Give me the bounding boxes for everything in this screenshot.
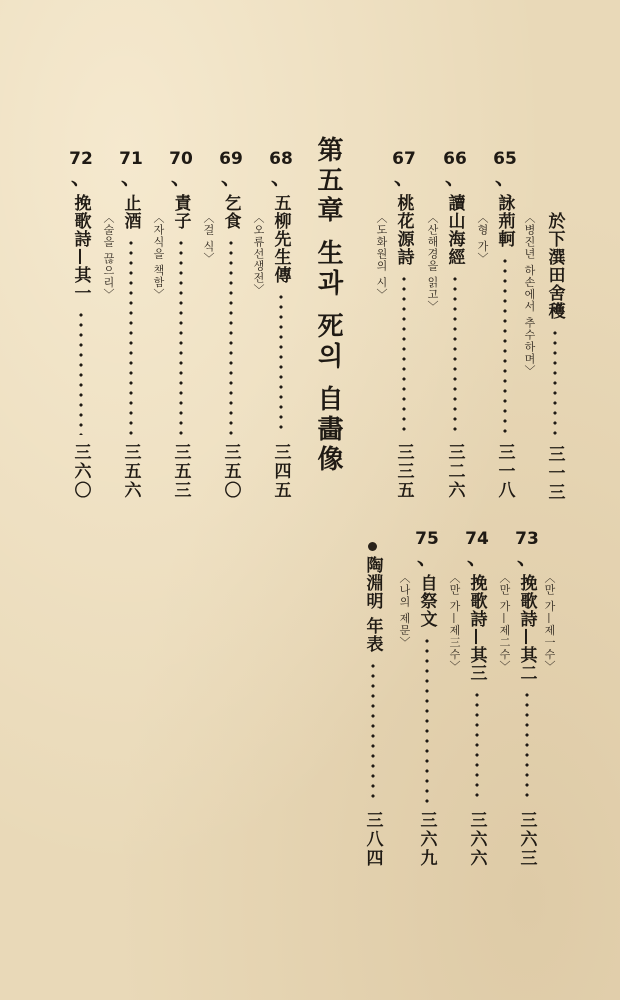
- entry-number: 65: [493, 149, 517, 169]
- dot-leader: [402, 274, 406, 435]
- entry-page-number: 三三五: [393, 443, 414, 500]
- entry-comma: 、: [271, 165, 291, 189]
- entry-number: 66: [443, 149, 467, 169]
- dot-leader: [229, 238, 233, 435]
- entry-title: 桃花源詩: [393, 194, 414, 266]
- dot-leader: [503, 256, 507, 435]
- entry-subtitle: 〈병진년 하손에서 추수하며〉: [523, 212, 536, 377]
- entry-page-number: 三六九: [416, 811, 437, 868]
- entry-comma: 、: [71, 165, 91, 189]
- toc-entry[interactable]: [412, 530, 442, 868]
- entry-number: 75: [415, 529, 439, 549]
- entry-page-number: 三六六: [466, 811, 487, 868]
- dot-leader: [475, 690, 479, 803]
- entry-comma: 、: [467, 545, 487, 569]
- entry-page-number: 三八四: [362, 811, 383, 868]
- entry-page-number: 三二六: [444, 443, 465, 500]
- entry-page-number: 三五三: [170, 443, 191, 500]
- toc-entry-appendix[interactable]: [358, 556, 388, 868]
- entry-subtitle: 〈만 가—제三수〉: [448, 572, 461, 673]
- entry-comma: 、: [495, 165, 515, 189]
- entry-subtitle: 〈나의 제문〉: [398, 572, 411, 649]
- dot-leader: [525, 690, 529, 803]
- toc-entry[interactable]: [540, 212, 570, 502]
- entry-title: 挽歌詩—其三: [466, 574, 487, 682]
- entry-comma: 、: [171, 165, 191, 189]
- entry-subtitle: 〈자식을 책함〉: [152, 212, 165, 301]
- appendix-bullet-icon: [368, 542, 377, 551]
- dot-leader: [179, 238, 183, 435]
- toc-entry[interactable]: [440, 150, 470, 500]
- entry-page-number: 三五六: [120, 443, 141, 500]
- entry-number: 68: [269, 149, 293, 169]
- entry-title: 乞食: [220, 194, 241, 230]
- dot-leader: [79, 310, 83, 435]
- dot-leader: [453, 274, 457, 435]
- entry-number: 73: [515, 529, 539, 549]
- toc-entry[interactable]: [512, 530, 542, 868]
- entry-title: 挽歌詩—其一: [70, 194, 91, 302]
- entry-subtitle: 〈형 가〉: [476, 212, 489, 265]
- toc-entry[interactable]: [216, 150, 246, 500]
- chapter-title: 第五章 生과 死의 自畵像: [313, 136, 343, 476]
- toc-entry[interactable]: [389, 150, 419, 500]
- entry-title: 讀山海經: [444, 194, 465, 266]
- entry-subtitle: 〈만 가—제一수〉: [543, 572, 556, 673]
- toc-entry[interactable]: [266, 150, 296, 500]
- toc-entry[interactable]: [490, 150, 520, 500]
- entry-title: 止酒: [120, 194, 141, 230]
- entry-page-number: 三四五: [270, 443, 291, 500]
- entry-number: 74: [465, 529, 489, 549]
- entry-subtitle: 〈오류선생전〉: [252, 212, 265, 296]
- entry-comma: 、: [517, 545, 537, 569]
- dot-leader: [129, 238, 133, 435]
- dot-leader: [371, 661, 375, 803]
- entry-title: 自祭文: [416, 574, 437, 628]
- toc-entry[interactable]: [66, 150, 96, 500]
- entry-comma: 、: [121, 165, 141, 189]
- entry-number: 70: [169, 149, 193, 169]
- entry-number: 72: [69, 149, 93, 169]
- entry-title: 挽歌詩—其二: [516, 574, 537, 682]
- entry-number: 69: [219, 149, 243, 169]
- toc-entry[interactable]: [462, 530, 492, 868]
- entry-title: 詠荊軻: [494, 194, 515, 248]
- entry-comma: 、: [394, 165, 414, 189]
- entry-title: 五柳先生傳: [270, 194, 291, 284]
- dot-leader: [553, 328, 557, 437]
- dot-leader: [425, 636, 429, 803]
- entry-page-number: 三一三: [544, 445, 565, 502]
- entry-subtitle: 〈만 가—제二수〉: [498, 572, 511, 673]
- entry-subtitle: 〈걸 식〉: [202, 212, 215, 265]
- entry-title: 陶淵明 年表: [362, 556, 383, 653]
- entry-title: 責子: [170, 194, 191, 230]
- entry-page-number: 三一八: [494, 443, 515, 500]
- entry-number: 71: [119, 149, 143, 169]
- entry-comma: 、: [417, 545, 437, 569]
- entry-subtitle: 〈산해경을 읽고〉: [426, 212, 439, 313]
- entry-comma: 、: [445, 165, 465, 189]
- entry-page-number: 三六〇: [70, 443, 91, 500]
- entry-title: 於下潠田舍穫: [544, 212, 565, 320]
- entry-comma: 、: [221, 165, 241, 189]
- entry-page-number: 三六三: [516, 811, 537, 868]
- entry-number: 67: [392, 149, 416, 169]
- toc-entry[interactable]: [116, 150, 146, 500]
- entry-subtitle: 〈도화원의 시〉: [375, 212, 388, 301]
- entry-page-number: 三五〇: [220, 443, 241, 500]
- dot-leader: [279, 292, 283, 435]
- toc-entry[interactable]: [166, 150, 196, 500]
- entry-subtitle: 〈술을 끊으리〉: [102, 212, 115, 301]
